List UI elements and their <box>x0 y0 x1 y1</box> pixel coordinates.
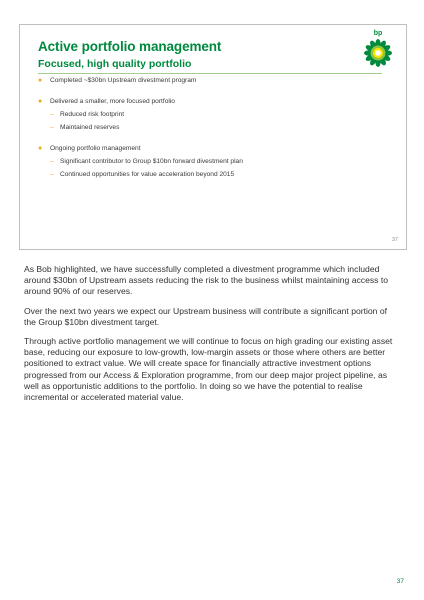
bullet-dot-icon: ● <box>38 98 43 105</box>
bullet-item <box>38 98 378 105</box>
notes-paragraph: As Bob highlighted, we have successfully completed a divestment programme which included around $30bn of Upstream assets reducing the risk to the business whilst maintaining access to around 90% of our reserves. <box>24 264 388 297</box>
notes-paragraph: Through active portfolio management we will continue to focus on high grading our existing asset base, reducing our exposure to low-growth, low-margin assets or those where others are better positioned to extract value. We will create space for financially attractive investment options progressed from our Access & Exploration programme, from our deep major project pipeline, as well as opportunistic additions to the portfolio. In doing so we have the potential to realise incremental or accelerated material value. <box>24 336 393 403</box>
bullet-item <box>38 145 378 152</box>
sub-bullet-text: Reduced risk footprint <box>60 111 125 118</box>
slide-subtitle: Focused, high quality portfolio <box>38 58 192 70</box>
slide-page-number: 37 <box>391 237 398 243</box>
dash-icon: – <box>50 171 54 178</box>
title-divider <box>38 73 382 74</box>
bp-logo <box>362 30 394 72</box>
sub-bullet-item <box>38 124 378 131</box>
sub-bullet-text: Maintained reserves <box>60 124 120 131</box>
slide-title: Active portfolio management <box>38 39 222 54</box>
sub-bullet-text: Significant contributor to Group $10bn forward divestment plan <box>60 158 243 165</box>
bullet-item <box>38 77 378 84</box>
dash-icon: – <box>50 111 54 118</box>
slide-bullet-list <box>38 77 378 178</box>
sub-bullet-item <box>38 171 378 178</box>
sub-bullet-item <box>38 158 378 165</box>
sub-bullet-text: Continued opportunities for value acceleration beyond 2015 <box>60 171 235 178</box>
slide-panel <box>19 24 407 250</box>
page-number: 37 <box>396 578 404 585</box>
sub-bullet-item <box>38 111 378 118</box>
bullet-text: Delivered a smaller, more focused portfolio <box>50 98 175 105</box>
dash-icon: – <box>50 124 54 131</box>
bullet-dot-icon: ● <box>38 145 43 152</box>
speaker-notes <box>24 264 399 411</box>
bullet-text: Ongoing portfolio management <box>50 145 141 152</box>
notes-paragraph: Over the next two years we expect our Upstream business will contribute a significant portion of the Group $10bn divestment target. <box>24 305 388 327</box>
dash-icon: – <box>50 158 54 165</box>
bullet-dot-icon: ● <box>38 77 43 84</box>
bullet-text: Completed ~$30bn Upstream divestment program <box>50 77 197 84</box>
logo-text: bp <box>373 30 383 37</box>
bp-helios-logo-icon <box>364 39 392 67</box>
